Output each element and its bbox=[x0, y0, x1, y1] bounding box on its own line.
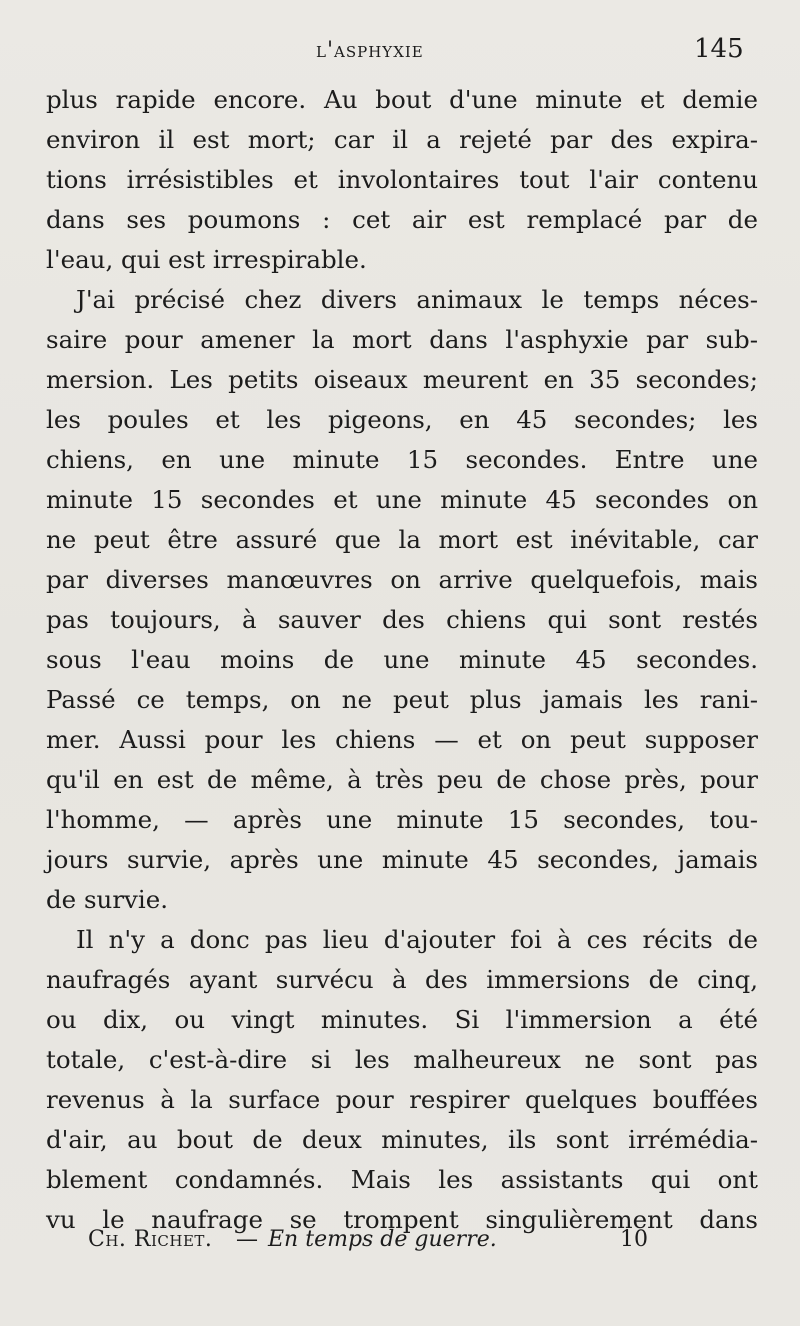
text-line: blement condamnés. Mais les assistants qui ont bbox=[46, 1165, 758, 1194]
text-line: jours survie, après une minute 45 secondes, jamais bbox=[46, 845, 758, 874]
text-line: mersion. Les petits oiseaux meurent en 35 secondes; bbox=[46, 365, 758, 394]
text-line: Il n'y a donc pas lieu d'ajouter foi à ces récits de bbox=[76, 925, 758, 954]
page-header bbox=[0, 30, 800, 70]
text-line: qu'il en est de même, à très peu de chose près, pour bbox=[46, 765, 758, 794]
text-line: ou dix, ou vingt minutes. Si l'immersion a été bbox=[46, 1005, 758, 1034]
page-footer bbox=[46, 1227, 758, 1261]
footer-signature: 10 bbox=[620, 1227, 648, 1252]
page-number: 145 bbox=[694, 34, 744, 64]
text-line: sous l'eau moins de une minute 45 secondes. bbox=[46, 645, 758, 674]
text-line: l'homme, — après une minute 15 secondes, tou- bbox=[46, 805, 758, 834]
text-line: d'air, au bout de deux minutes, ils sont irrémédia- bbox=[46, 1125, 758, 1154]
text-line: naufragés ayant survécu à des immersions de cinq, bbox=[46, 965, 758, 994]
text-line: revenus à la surface pour respirer quelques bouffées bbox=[46, 1085, 758, 1114]
text-line: J'ai précisé chez divers animaux le temps néces- bbox=[76, 285, 758, 314]
text-line: tions irrésistibles et involontaires tout l'air contenu bbox=[46, 165, 758, 194]
text-line: vu le naufrage se trompent singulièrement dans bbox=[46, 1205, 758, 1234]
text-line: saire pour amener la mort dans l'asphyxie par sub- bbox=[46, 325, 758, 354]
text-line: totale, c'est-à-dire si les malheureux ne sont pas bbox=[46, 1045, 758, 1074]
text-line: Passé ce temps, on ne peut plus jamais les rani- bbox=[46, 685, 758, 714]
text-line: de survie. bbox=[46, 885, 168, 914]
text-line: minute 15 secondes et une minute 45 secondes on bbox=[46, 485, 758, 514]
text-line: mer. Aussi pour les chiens — et on peut supposer bbox=[46, 725, 758, 754]
footer-dash: — bbox=[236, 1227, 258, 1252]
text-line: environ il est mort; car il a rejeté par des expira- bbox=[46, 125, 758, 154]
footer-book-title: En temps de guerre. bbox=[268, 1227, 497, 1252]
text-line: dans ses poumons : cet air est remplacé par de bbox=[46, 205, 758, 234]
text-line: par diverses manœuvres on arrive quelquefois, mais bbox=[46, 565, 758, 594]
text-line: ne peut être assuré que la mort est inévitable, car bbox=[46, 525, 758, 554]
footer-author: Ch. Richet. bbox=[88, 1227, 213, 1252]
body-text bbox=[46, 80, 758, 1240]
text-line: pas toujours, à sauver des chiens qui sont restés bbox=[46, 605, 758, 634]
running-title: l'asphyxie bbox=[316, 38, 424, 63]
text-line: chiens, en une minute 15 secondes. Entre une bbox=[46, 445, 758, 474]
text-line: l'eau, qui est irrespirable. bbox=[46, 245, 367, 274]
text-line: les poules et les pigeons, en 45 secondes; les bbox=[46, 405, 758, 434]
text-line: plus rapide encore. Au bout d'une minute et demie bbox=[46, 85, 758, 114]
